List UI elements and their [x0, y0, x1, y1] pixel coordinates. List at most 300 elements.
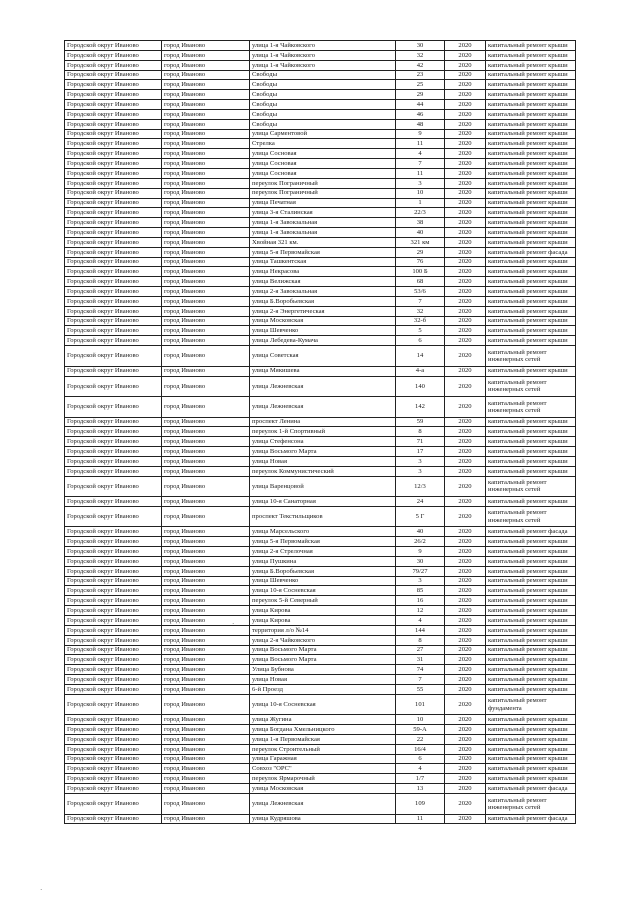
municipality-cell: Городской округ Иваново: [65, 497, 162, 507]
table-row: [65, 306, 576, 316]
locality-cell: город Иваново: [162, 247, 250, 257]
work-type-cell: капитальный ремонт крыши: [486, 616, 576, 626]
street-cell: улица Некрасова: [250, 267, 396, 277]
locality-cell: город Иваново: [162, 80, 250, 90]
municipality-cell: Городской округ Иваново: [65, 50, 162, 60]
municipality-cell: Городской округ Иваново: [65, 466, 162, 476]
table-row: [65, 497, 576, 507]
house-cell: 55: [396, 684, 445, 694]
table-row: [65, 139, 576, 149]
locality-cell: город Иваново: [162, 218, 250, 228]
street-cell: улица Лежневская: [250, 376, 396, 397]
work-type-cell: капитальный ремонт крыши: [486, 596, 576, 606]
municipality-cell: Городской округ Иваново: [65, 427, 162, 437]
municipality-cell: Городской округ Иваново: [65, 527, 162, 537]
street-cell: улица Новая: [250, 456, 396, 466]
year-cell: 2020: [445, 606, 486, 616]
house-cell: 9: [396, 547, 445, 557]
table-row: [65, 784, 576, 794]
table-row: [65, 665, 576, 675]
municipality-cell: Городской округ Иваново: [65, 506, 162, 527]
table-row: [65, 437, 576, 447]
year-cell: 2020: [445, 754, 486, 764]
table-body: [65, 41, 576, 824]
locality-cell: город Иваново: [162, 228, 250, 238]
table-row: [65, 237, 576, 247]
municipality-cell: Городской округ Иваново: [65, 744, 162, 754]
house-cell: 9: [396, 129, 445, 139]
year-cell: 2020: [445, 635, 486, 645]
street-cell: улица 1-я Чайковского: [250, 60, 396, 70]
municipality-cell: Городской округ Иваново: [65, 208, 162, 218]
year-cell: 2020: [445, 417, 486, 427]
table-row: [65, 447, 576, 457]
municipality-cell: Городской округ Иваново: [65, 129, 162, 139]
street-cell: улица 5-я Первомайская: [250, 247, 396, 257]
house-cell: 46: [396, 109, 445, 119]
house-cell: 6: [396, 754, 445, 764]
table-row: [65, 725, 576, 735]
table-row: [65, 109, 576, 119]
table-row: [65, 466, 576, 476]
house-cell: 11: [396, 168, 445, 178]
house-cell: 3: [396, 178, 445, 188]
year-cell: 2020: [445, 397, 486, 418]
locality-cell: город Иваново: [162, 665, 250, 675]
house-cell: 1/7: [396, 774, 445, 784]
locality-cell: город Иваново: [162, 466, 250, 476]
house-cell: 38: [396, 218, 445, 228]
year-cell: 2020: [445, 119, 486, 129]
street-cell: Свободы: [250, 119, 396, 129]
locality-cell: город Иваново: [162, 566, 250, 576]
street-cell: улица Сарментовой: [250, 129, 396, 139]
year-cell: 2020: [445, 60, 486, 70]
street-cell: улица Ташкентская: [250, 257, 396, 267]
locality-cell: город Иваново: [162, 437, 250, 447]
table-row: [65, 427, 576, 437]
street-cell: переулок Коммунистический: [250, 466, 396, 476]
table-row: [65, 267, 576, 277]
house-cell: 100 Б: [396, 267, 445, 277]
street-cell: Свободы: [250, 109, 396, 119]
house-cell: 8: [396, 635, 445, 645]
municipality-cell: Городской округ Иваново: [65, 645, 162, 655]
locality-cell: город Иваново: [162, 794, 250, 815]
house-cell: 24: [396, 497, 445, 507]
table-row: [65, 556, 576, 566]
work-type-cell: капитальный ремонт крыши: [486, 427, 576, 437]
work-type-cell: капитальный ремонт крыши: [486, 566, 576, 576]
table-row: [65, 527, 576, 537]
locality-cell: город Иваново: [162, 90, 250, 100]
street-cell: улица Лежневская: [250, 397, 396, 418]
municipality-cell: Городской округ Иваново: [65, 218, 162, 228]
locality-cell: город Иваново: [162, 100, 250, 110]
year-cell: 2020: [445, 218, 486, 228]
locality-cell: город Иваново: [162, 616, 250, 626]
house-cell: 29: [396, 247, 445, 257]
house-cell: 4: [396, 616, 445, 626]
house-cell: 22/3: [396, 208, 445, 218]
work-type-cell: капитальный ремонт фундамента: [486, 694, 576, 715]
table-row: [65, 566, 576, 576]
year-cell: 2020: [445, 497, 486, 507]
municipality-cell: Городской округ Иваново: [65, 635, 162, 645]
year-cell: 2020: [445, 744, 486, 754]
house-cell: 101: [396, 694, 445, 715]
municipality-cell: Городской округ Иваново: [65, 764, 162, 774]
year-cell: 2020: [445, 684, 486, 694]
locality-cell: город Иваново: [162, 684, 250, 694]
street-cell: улица Кирова: [250, 616, 396, 626]
locality-cell: город Иваново: [162, 556, 250, 566]
municipality-cell: Городской округ Иваново: [65, 90, 162, 100]
year-cell: 2020: [445, 694, 486, 715]
work-type-cell: капитальный ремонт крыши: [486, 198, 576, 208]
street-cell: Свободы: [250, 90, 396, 100]
work-type-cell: капитальный ремонт инженерных сетей: [486, 506, 576, 527]
street-cell: улица Марсельского: [250, 527, 396, 537]
street-cell: улица Восьмого Марта: [250, 655, 396, 665]
table-row: [65, 129, 576, 139]
house-cell: 32: [396, 50, 445, 60]
year-cell: 2020: [445, 794, 486, 815]
table-row: [65, 159, 576, 169]
locality-cell: город Иваново: [162, 188, 250, 198]
locality-cell: город Иваново: [162, 625, 250, 635]
street-cell: переулок Ярмарочный: [250, 774, 396, 784]
municipality-cell: Городской округ Иваново: [65, 326, 162, 336]
street-cell: территория л/о №14: [250, 625, 396, 635]
work-type-cell: капитальный ремонт крыши: [486, 774, 576, 784]
locality-cell: город Иваново: [162, 178, 250, 188]
house-cell: 40: [396, 527, 445, 537]
year-cell: 2020: [445, 547, 486, 557]
house-cell: 14: [396, 346, 445, 367]
work-type-cell: капитальный ремонт крыши: [486, 366, 576, 376]
year-cell: 2020: [445, 665, 486, 675]
house-cell: 13: [396, 784, 445, 794]
municipality-cell: Городской округ Иваново: [65, 734, 162, 744]
house-cell: 6: [396, 336, 445, 346]
table-row: [65, 247, 576, 257]
work-type-cell: капитальный ремонт крыши: [486, 586, 576, 596]
work-type-cell: капитальный ремонт крыши: [486, 645, 576, 655]
year-cell: 2020: [445, 247, 486, 257]
year-cell: 2020: [445, 586, 486, 596]
street-cell: улица Шевченко: [250, 326, 396, 336]
work-type-cell: капитальный ремонт крыши: [486, 168, 576, 178]
municipality-cell: Городской округ Иваново: [65, 159, 162, 169]
table-row: [65, 625, 576, 635]
locality-cell: город Иваново: [162, 427, 250, 437]
house-cell: 85: [396, 586, 445, 596]
year-cell: 2020: [445, 625, 486, 635]
street-cell: улица Жугина: [250, 715, 396, 725]
work-type-cell: капитальный ремонт крыши: [486, 635, 576, 645]
house-cell: 109: [396, 794, 445, 815]
street-cell: Улица Бубнова: [250, 665, 396, 675]
repair-schedule-table: [64, 40, 576, 824]
locality-cell: город Иваново: [162, 754, 250, 764]
locality-cell: город Иваново: [162, 655, 250, 665]
work-type-cell: капитальный ремонт крыши: [486, 466, 576, 476]
house-cell: 321 км: [396, 237, 445, 247]
year-cell: 2020: [445, 645, 486, 655]
table-row: [65, 80, 576, 90]
locality-cell: город Иваново: [162, 586, 250, 596]
municipality-cell: Городской округ Иваново: [65, 296, 162, 306]
street-cell: Свободы: [250, 100, 396, 110]
year-cell: 2020: [445, 316, 486, 326]
municipality-cell: Городской округ Иваново: [65, 655, 162, 665]
year-cell: 2020: [445, 814, 486, 824]
street-cell: улица 2-я Завокзальная: [250, 287, 396, 297]
year-cell: 2020: [445, 129, 486, 139]
street-cell: улица Московская: [250, 316, 396, 326]
municipality-cell: Городской округ Иваново: [65, 139, 162, 149]
municipality-cell: Городской округ Иваново: [65, 754, 162, 764]
work-type-cell: капитальный ремонт крыши: [486, 100, 576, 110]
municipality-cell: Городской округ Иваново: [65, 684, 162, 694]
street-cell: улица Велижская: [250, 277, 396, 287]
locality-cell: город Иваново: [162, 694, 250, 715]
locality-cell: город Иваново: [162, 139, 250, 149]
locality-cell: город Иваново: [162, 715, 250, 725]
house-cell: 3: [396, 576, 445, 586]
table-row: [65, 586, 576, 596]
table-row: [65, 50, 576, 60]
work-type-cell: капитальный ремонт крыши: [486, 556, 576, 566]
street-cell: улица Гаражная: [250, 754, 396, 764]
locality-cell: город Иваново: [162, 326, 250, 336]
municipality-cell: Городской округ Иваново: [65, 168, 162, 178]
table-row: [65, 316, 576, 326]
house-cell: 4-а: [396, 366, 445, 376]
locality-cell: город Иваново: [162, 537, 250, 547]
work-type-cell: капитальный ремонт крыши: [486, 326, 576, 336]
year-cell: 2020: [445, 476, 486, 497]
street-cell: переулок Пограничный: [250, 178, 396, 188]
street-cell: улица Новая: [250, 675, 396, 685]
municipality-cell: Городской округ Иваново: [65, 100, 162, 110]
work-type-cell: капитальный ремонт инженерных сетей: [486, 346, 576, 367]
locality-cell: город Иваново: [162, 784, 250, 794]
locality-cell: город Иваново: [162, 497, 250, 507]
table-row: [65, 744, 576, 754]
house-cell: 10: [396, 715, 445, 725]
municipality-cell: Городской округ Иваново: [65, 596, 162, 606]
municipality-cell: Городской округ Иваново: [65, 586, 162, 596]
house-cell: 16: [396, 596, 445, 606]
street-cell: улица 3-я Сталинская: [250, 208, 396, 218]
municipality-cell: Городской округ Иваново: [65, 80, 162, 90]
street-cell: проспект Ленина: [250, 417, 396, 427]
work-type-cell: капитальный ремонт инженерных сетей: [486, 794, 576, 815]
municipality-cell: Городской округ Иваново: [65, 267, 162, 277]
table-row: [65, 218, 576, 228]
year-cell: 2020: [445, 764, 486, 774]
table-row: [65, 715, 576, 725]
locality-cell: город Иваново: [162, 198, 250, 208]
street-cell: Стрелка: [250, 139, 396, 149]
house-cell: 27: [396, 645, 445, 655]
year-cell: 2020: [445, 287, 486, 297]
house-cell: 40: [396, 228, 445, 238]
house-cell: 71: [396, 437, 445, 447]
municipality-cell: Городской округ Иваново: [65, 70, 162, 80]
year-cell: 2020: [445, 188, 486, 198]
house-cell: 31: [396, 655, 445, 665]
locality-cell: город Иваново: [162, 506, 250, 527]
municipality-cell: Городской округ Иваново: [65, 556, 162, 566]
house-cell: 7: [396, 675, 445, 685]
work-type-cell: капитальный ремонт крыши: [486, 725, 576, 735]
year-cell: 2020: [445, 784, 486, 794]
street-cell: переулок Пограничный: [250, 188, 396, 198]
street-cell: улица Сосновая: [250, 168, 396, 178]
house-cell: 16/4: [396, 744, 445, 754]
year-cell: 2020: [445, 139, 486, 149]
work-type-cell: капитальный ремонт крыши: [486, 80, 576, 90]
locality-cell: город Иваново: [162, 306, 250, 316]
year-cell: 2020: [445, 447, 486, 457]
street-cell: Совхоз "ОРС": [250, 764, 396, 774]
street-cell: улица Варенцовой: [250, 476, 396, 497]
street-cell: улица 1-я Завокзальная: [250, 228, 396, 238]
street-cell: улица 2-я Энергетическая: [250, 306, 396, 316]
work-type-cell: капитальный ремонт крыши: [486, 218, 576, 228]
municipality-cell: Городской округ Иваново: [65, 41, 162, 51]
year-cell: 2020: [445, 90, 486, 100]
work-type-cell: капитальный ремонт крыши: [486, 316, 576, 326]
work-type-cell: капитальный ремонт крыши: [486, 129, 576, 139]
work-type-cell: капитальный ремонт инженерных сетей: [486, 376, 576, 397]
year-cell: 2020: [445, 537, 486, 547]
year-cell: 2020: [445, 376, 486, 397]
year-cell: 2020: [445, 296, 486, 306]
year-cell: 2020: [445, 346, 486, 367]
year-cell: 2020: [445, 257, 486, 267]
work-type-cell: капитальный ремонт крыши: [486, 744, 576, 754]
municipality-cell: Городской округ Иваново: [65, 188, 162, 198]
house-cell: 68: [396, 277, 445, 287]
locality-cell: город Иваново: [162, 447, 250, 457]
house-cell: 29: [396, 90, 445, 100]
house-cell: 3: [396, 466, 445, 476]
year-cell: 2020: [445, 336, 486, 346]
municipality-cell: Городской округ Иваново: [65, 109, 162, 119]
year-cell: 2020: [445, 576, 486, 586]
year-cell: 2020: [445, 715, 486, 725]
municipality-cell: Городской округ Иваново: [65, 437, 162, 447]
table-row: [65, 296, 576, 306]
locality-cell: город Иваново: [162, 129, 250, 139]
street-cell: улица Сосновая: [250, 159, 396, 169]
house-cell: 44: [396, 100, 445, 110]
locality-cell: город Иваново: [162, 814, 250, 824]
house-cell: 7: [396, 159, 445, 169]
table-row: [65, 616, 576, 626]
municipality-cell: Городской округ Иваново: [65, 346, 162, 367]
table-row: [65, 417, 576, 427]
year-cell: 2020: [445, 159, 486, 169]
house-cell: 7: [396, 296, 445, 306]
year-cell: 2020: [445, 326, 486, 336]
work-type-cell: капитальный ремонт крыши: [486, 547, 576, 557]
street-cell: улица Шевченко: [250, 576, 396, 586]
work-type-cell: капитальный ремонт фасада: [486, 784, 576, 794]
work-type-cell: капитальный ремонт крыши: [486, 655, 576, 665]
street-cell: переулок 1-й Спортивный: [250, 427, 396, 437]
locality-cell: город Иваново: [162, 159, 250, 169]
municipality-cell: Городской округ Иваново: [65, 616, 162, 626]
municipality-cell: Городской округ Иваново: [65, 447, 162, 457]
street-cell: улица 1-я Чайковского: [250, 41, 396, 51]
work-type-cell: капитальный ремонт крыши: [486, 70, 576, 80]
year-cell: 2020: [445, 80, 486, 90]
house-cell: 1: [396, 198, 445, 208]
street-cell: улица Б.Воробьевская: [250, 566, 396, 576]
year-cell: 2020: [445, 267, 486, 277]
locality-cell: город Иваново: [162, 257, 250, 267]
work-type-cell: капитальный ремонт крыши: [486, 437, 576, 447]
work-type-cell: капитальный ремонт крыши: [486, 306, 576, 316]
year-cell: 2020: [445, 427, 486, 437]
locality-cell: город Иваново: [162, 237, 250, 247]
municipality-cell: Городской округ Иваново: [65, 814, 162, 824]
work-type-cell: капитальный ремонт крыши: [486, 90, 576, 100]
locality-cell: город Иваново: [162, 60, 250, 70]
locality-cell: город Иваново: [162, 456, 250, 466]
street-cell: улица Восьмого Марта: [250, 645, 396, 655]
house-cell: 30: [396, 41, 445, 51]
year-cell: 2020: [445, 616, 486, 626]
table-row: [65, 635, 576, 645]
year-cell: 2020: [445, 437, 486, 447]
locality-cell: город Иваново: [162, 734, 250, 744]
house-cell: 10: [396, 188, 445, 198]
municipality-cell: Городской округ Иваново: [65, 178, 162, 188]
table-row: [65, 168, 576, 178]
locality-cell: город Иваново: [162, 149, 250, 159]
street-cell: Свободы: [250, 70, 396, 80]
year-cell: 2020: [445, 596, 486, 606]
house-cell: 59: [396, 417, 445, 427]
street-cell: улица 2-я Стрелочная: [250, 547, 396, 557]
table-row: [65, 606, 576, 616]
table-row: [65, 547, 576, 557]
table-row: [65, 506, 576, 527]
municipality-cell: Городской округ Иваново: [65, 237, 162, 247]
municipality-cell: Городской округ Иваново: [65, 316, 162, 326]
year-cell: 2020: [445, 70, 486, 80]
work-type-cell: капитальный ремонт крыши: [486, 149, 576, 159]
municipality-cell: Городской округ Иваново: [65, 287, 162, 297]
locality-cell: город Иваново: [162, 119, 250, 129]
street-cell: улица Кирова: [250, 606, 396, 616]
work-type-cell: капитальный ремонт крыши: [486, 277, 576, 287]
street-cell: улица Лебедева-Кумача: [250, 336, 396, 346]
municipality-cell: Городской округ Иваново: [65, 725, 162, 735]
table-row: [65, 178, 576, 188]
locality-cell: город Иваново: [162, 476, 250, 497]
house-cell: 140: [396, 376, 445, 397]
locality-cell: город Иваново: [162, 50, 250, 60]
municipality-cell: Городской округ Иваново: [65, 257, 162, 267]
year-cell: 2020: [445, 306, 486, 316]
